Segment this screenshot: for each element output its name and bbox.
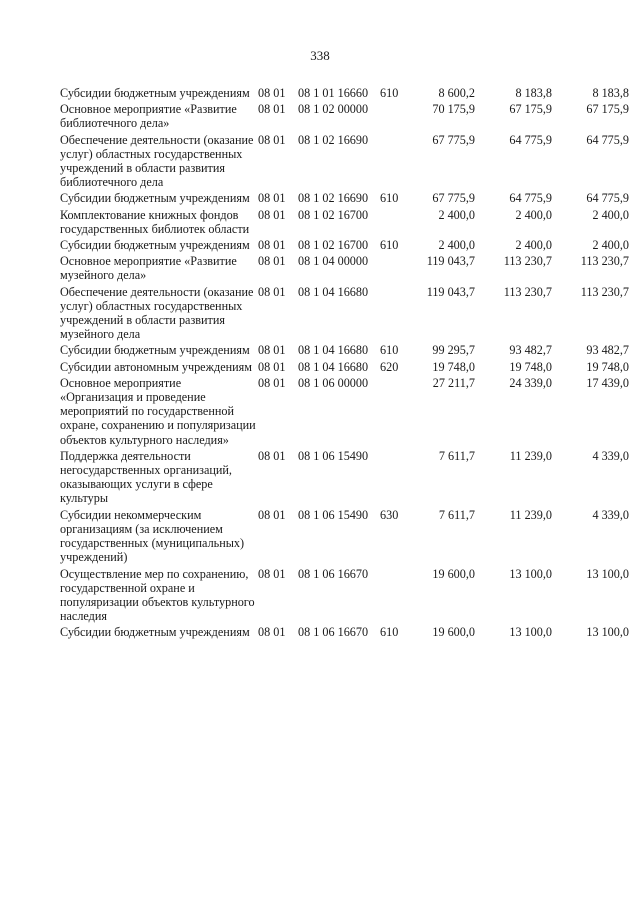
- row-target-code: 08 1 02 16690: [298, 191, 369, 206]
- row-name: Осуществление мер по сохранению, государственной охране и популяризации объектов культурного наследия: [60, 566, 255, 624]
- row-expense-type: 630: [380, 507, 399, 522]
- row-value-year3: 113 230,7: [580, 284, 629, 299]
- table-row: [60, 238, 635, 252]
- row-value-year2: 24 339,0: [509, 375, 552, 390]
- table-row: [60, 360, 635, 374]
- row-target-code: 08 1 04 16680: [298, 343, 369, 358]
- row-value-year2: 113 230,7: [503, 254, 552, 269]
- table-row: [60, 343, 635, 357]
- row-value-year2: 2 400,0: [515, 207, 552, 222]
- row-section-code: 08 01: [258, 566, 286, 581]
- row-target-code: 08 1 04 16680: [298, 359, 369, 374]
- row-value-year1: 99 295,7: [432, 343, 475, 358]
- row-target-code: 08 1 06 15490: [298, 448, 369, 463]
- row-name: Субсидии некоммерческим организациям (за исключением государственных (муниципальных) учреждений): [60, 507, 245, 565]
- row-target-code: 08 1 01 16660: [298, 86, 369, 100]
- row-value-year3: 93 482,7: [586, 343, 629, 358]
- row-expense-type: 610: [380, 86, 399, 100]
- row-value-year2: 67 175,9: [509, 102, 552, 117]
- row-value-year1: 67 775,9: [432, 132, 475, 147]
- table-row: [60, 567, 635, 624]
- table-row: [60, 449, 635, 506]
- row-target-code: 08 1 02 16690: [298, 132, 369, 147]
- table-row: [60, 285, 635, 342]
- row-value-year1: 70 175,9: [432, 102, 475, 117]
- row-value-year1: 19 600,0: [432, 566, 475, 581]
- row-value-year2: 11 239,0: [509, 507, 552, 522]
- row-section-code: 08 01: [258, 191, 286, 206]
- row-section-code: 08 01: [258, 625, 286, 640]
- table-row: [60, 376, 635, 447]
- row-value-year1: 8 600,2: [438, 86, 475, 100]
- row-value-year1: 67 775,9: [432, 191, 475, 206]
- row-value-year3: 2 400,0: [592, 238, 629, 253]
- row-value-year2: 2 400,0: [515, 238, 552, 253]
- row-target-code: 08 1 06 16670: [298, 566, 369, 581]
- row-value-year3: 67 175,9: [586, 102, 629, 117]
- row-section-code: 08 01: [258, 448, 286, 463]
- row-name: Основное мероприятие «Развитие музейного дела»: [60, 254, 237, 283]
- row-name: Субсидии автономным учреждениям: [60, 359, 252, 374]
- row-value-year2: 19 748,0: [509, 359, 552, 374]
- row-name: Субсидии бюджетным учреждениям: [60, 238, 250, 253]
- row-name: Обеспечение деятельности (оказание услуг) областных государственных учреждений в области развития библиотечного дела: [60, 132, 254, 190]
- row-value-year2: 113 230,7: [503, 284, 552, 299]
- row-value-year1: 2 400,0: [438, 238, 475, 253]
- table-row: [60, 625, 635, 639]
- row-value-year1: 2 400,0: [438, 207, 475, 222]
- table-row: [60, 191, 635, 205]
- row-target-code: 08 1 04 16680: [298, 284, 369, 299]
- row-section-code: 08 01: [258, 507, 286, 522]
- row-section-code: 08 01: [258, 132, 286, 147]
- row-value-year1: 7 611,7: [438, 507, 475, 522]
- row-target-code: 08 1 06 16670: [298, 625, 369, 640]
- row-target-code: 08 1 04 00000: [298, 254, 369, 269]
- row-expense-type: 610: [380, 625, 399, 640]
- table-row: [60, 254, 635, 282]
- row-name: Субсидии бюджетным учреждениям: [60, 86, 250, 100]
- row-section-code: 08 01: [258, 207, 286, 222]
- row-section-code: 08 01: [258, 238, 286, 253]
- table-row: [60, 86, 635, 100]
- row-target-code: 08 1 02 16700: [298, 238, 369, 253]
- row-value-year2: 64 775,9: [509, 191, 552, 206]
- row-value-year1: 119 043,7: [426, 284, 475, 299]
- row-target-code: 08 1 02 16700: [298, 207, 369, 222]
- row-target-code: 08 1 02 00000: [298, 102, 369, 117]
- page-number: 338: [310, 48, 330, 63]
- row-name: Субсидии бюджетным учреждениям: [60, 191, 250, 206]
- row-name: Субсидии бюджетным учреждениям: [60, 343, 250, 358]
- row-section-code: 08 01: [258, 343, 286, 358]
- row-section-code: 08 01: [258, 284, 286, 299]
- row-section-code: 08 01: [258, 254, 286, 269]
- row-name: Основное мероприятие «Организация и проведение мероприятий по государственной охране, сохранению и популяризации объектов культурного наследия»: [60, 375, 256, 447]
- row-target-code: 08 1 06 00000: [298, 375, 369, 390]
- row-value-year2: 13 100,0: [509, 566, 552, 581]
- row-value-year3: 113 230,7: [580, 254, 629, 269]
- row-value-year3: 8 183,8: [592, 86, 629, 100]
- row-value-year3: 19 748,0: [586, 359, 629, 374]
- row-value-year3: 64 775,9: [586, 191, 629, 206]
- row-value-year2: 13 100,0: [509, 625, 552, 640]
- row-value-year3: 2 400,0: [592, 207, 629, 222]
- row-name: Субсидии бюджетным учреждениям: [60, 625, 250, 640]
- row-section-code: 08 01: [258, 102, 286, 117]
- row-value-year2: 11 239,0: [509, 448, 552, 463]
- row-value-year1: 19 748,0: [432, 359, 475, 374]
- row-expense-type: 610: [380, 238, 399, 253]
- table-row: [60, 208, 635, 236]
- row-value-year2: 8 183,8: [515, 86, 552, 100]
- row-value-year3: 13 100,0: [586, 625, 629, 640]
- table-row: [60, 133, 635, 190]
- row-value-year3: 64 775,9: [586, 132, 629, 147]
- row-value-year1: 19 600,0: [432, 625, 475, 640]
- row-target-code: 08 1 06 15490: [298, 507, 369, 522]
- row-value-year2: 64 775,9: [509, 132, 552, 147]
- table-row: [60, 508, 635, 565]
- table-row: [60, 102, 635, 130]
- row-section-code: 08 01: [258, 375, 286, 390]
- row-expense-type: 610: [380, 343, 399, 358]
- row-value-year1: 7 611,7: [438, 448, 475, 463]
- row-value-year3: 4 339,0: [592, 448, 629, 463]
- row-section-code: 08 01: [258, 359, 286, 374]
- row-name: Основное мероприятие «Развитие библиотечного дела»: [60, 102, 237, 131]
- row-section-code: 08 01: [258, 86, 286, 100]
- row-expense-type: 610: [380, 191, 399, 206]
- row-value-year1: 119 043,7: [426, 254, 475, 269]
- budget-table: [60, 86, 635, 642]
- row-value-year1: 27 211,7: [432, 375, 475, 390]
- row-name: Поддержка деятельности негосударственных организаций, оказывающих услуги в сфере культуры: [60, 448, 232, 506]
- row-expense-type: 620: [380, 359, 399, 374]
- row-value-year2: 93 482,7: [509, 343, 552, 358]
- row-value-year3: 17 439,0: [586, 375, 629, 390]
- row-value-year3: 4 339,0: [592, 507, 629, 522]
- row-name: Комплектование книжных фондов государственных библиотек области: [60, 207, 250, 236]
- row-value-year3: 13 100,0: [586, 566, 629, 581]
- row-name: Обеспечение деятельности (оказание услуг) областных государственных учреждений в области развития музейного дела: [60, 284, 254, 342]
